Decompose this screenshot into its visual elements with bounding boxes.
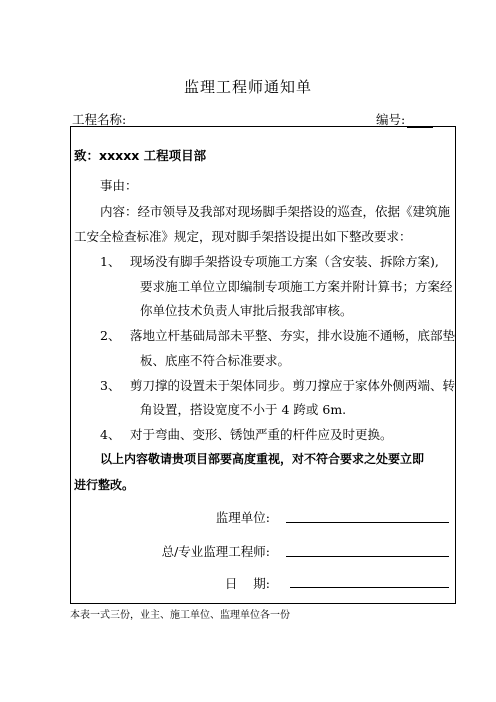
item-3-line-2: 角设置，搭设宽度不小于 4 跨或 6m. xyxy=(140,402,347,417)
date-label: 日 期: xyxy=(224,576,270,591)
item-2-line-1: 落地立杆基础局部未平整、夯实，排水设施不通畅，底部垫 xyxy=(130,328,456,343)
content-line-1: 内容：经市领导及我部对现场脚手架搭设的巡查，依据《建筑施 xyxy=(100,204,451,219)
item-1-line-2: 要求施工单位立即编制专项施工方案并附计算书；方案经 xyxy=(140,279,453,294)
content-line-2: 工安全检查标准》规定，现对脚手架搭设提出如下整改要求： xyxy=(74,229,412,244)
item-number-3: 3、 xyxy=(100,378,121,393)
item-number-4: 4、 xyxy=(100,427,121,442)
document-number-label: 编号: xyxy=(376,112,406,127)
item-number-1: 1、 xyxy=(100,254,121,269)
item-1-line-1: 现场没有脚手架搭设专项施工方案（含安装、拆除方案), xyxy=(130,254,439,269)
project-name-label: 工程名称: xyxy=(72,112,127,127)
supervising-engineer-field[interactable] xyxy=(286,556,449,557)
document-title: 监理工程师通知单 xyxy=(183,78,312,96)
emphasis-line-1: 以上内容敬请贵项目部要高度重视，对不符合要求之处要立即 xyxy=(100,452,425,466)
date-field[interactable] xyxy=(290,587,449,588)
item-3-line-1: 剪刀撑的设置未于架体同步。剪刀撑应于家体外侧两端、转 xyxy=(130,378,456,393)
item-4-line-1: 对于弯曲、变形、锈蚀严重的杆件应及时更换。 xyxy=(130,427,393,442)
supervising-engineer-label: 总/专业监理工程师: xyxy=(161,544,270,559)
item-2-line-2: 板、底座不符合标准要求。 xyxy=(140,353,291,368)
addressee: 致：xxxxx 工程项目部 xyxy=(74,148,207,163)
item-number-2: 2、 xyxy=(100,328,121,343)
emphasis-line-2: 进行整改。 xyxy=(74,478,135,492)
supervision-unit-label: 监理单位: xyxy=(215,510,270,525)
supervision-unit-field[interactable] xyxy=(286,522,449,523)
subject-label: 事由： xyxy=(100,178,138,193)
item-1-line-3: 你单位技术负责人审批后报我部审核。 xyxy=(140,303,353,318)
copies-note: 本表一式三份，业主、施工单位、监理单位各一份 xyxy=(70,610,290,621)
